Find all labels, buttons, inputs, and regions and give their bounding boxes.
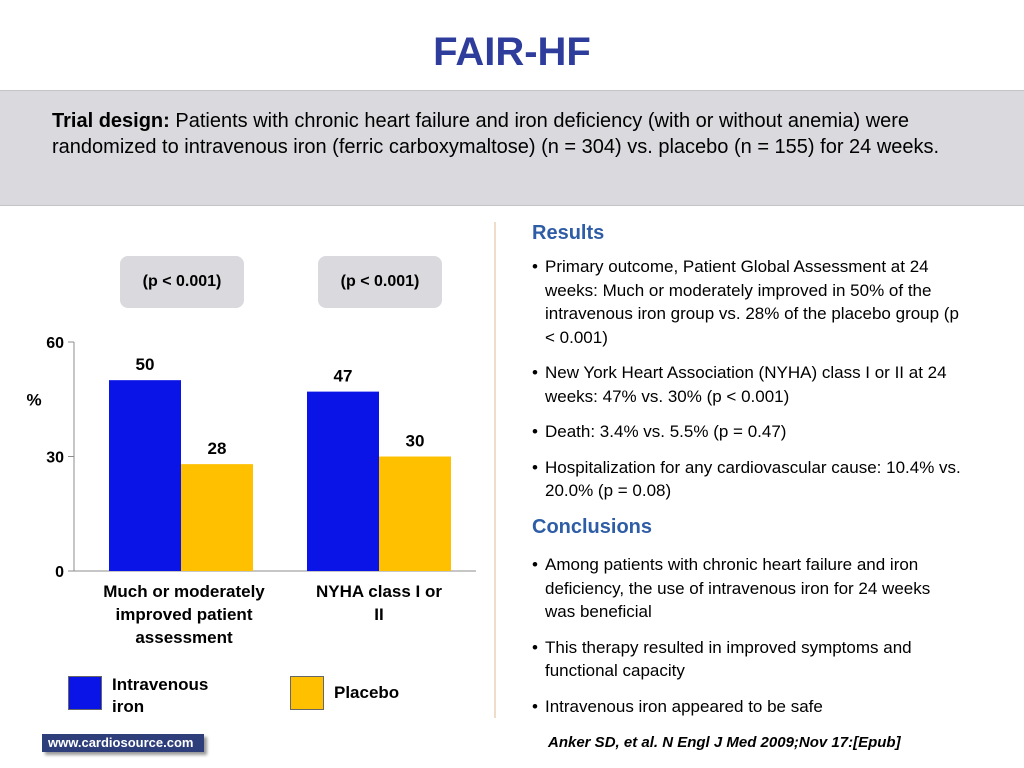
website-banner: www.cardiosource.com xyxy=(42,734,204,752)
bar-value-label: 47 xyxy=(333,366,353,386)
results-item: • Primary outcome, Patient Global Assessment at 24 weeks: Much or moderately improved in 50% of the intravenous iron group vs. 28% of the placebo group (p < 0.001) xyxy=(532,255,962,349)
bar-value-label: 28 xyxy=(207,439,227,459)
y-tick-label: 0 xyxy=(55,564,64,581)
trial-design-text: Patients with chronic heart failure and iron deficiency (with or without anemia) were randomized to intravenous iron (ferric carboxymaltose) (n = 304) vs. placebo (n = 155) for 24 weeks. xyxy=(52,110,940,158)
conclusions-heading: Conclusions xyxy=(532,516,653,538)
trial-design-label: Trial design: xyxy=(52,110,170,132)
conclusions-item: • Intravenous iron appeared to be safe xyxy=(532,695,962,719)
results-list xyxy=(532,255,962,515)
results-item: • New York Heart Association (NYHA) class I or II at 24 weeks: 47% vs. 30% (p < 0.001) xyxy=(532,361,962,408)
results-item: • Hospitalization for any cardiovascular cause: 10.4% vs. 20.0% (p = 0.08) xyxy=(532,456,962,503)
slide-title: FAIR-HF xyxy=(433,30,591,74)
y-axis-label: % xyxy=(26,390,42,410)
conclusions-item: • Among patients with chronic heart failure and iron deficiency, the use of intravenous iron for 24 weeks was beneficial xyxy=(532,553,962,624)
bar-chart xyxy=(0,320,494,588)
conclusions-item: • This therapy resulted in improved symptoms and functional capacity xyxy=(532,636,962,683)
legend-swatch-iv-iron xyxy=(68,676,102,710)
bar-value-label: 50 xyxy=(135,355,155,375)
y-tick-label: 30 xyxy=(46,449,64,467)
bar-placebo xyxy=(181,464,253,571)
bar-placebo xyxy=(379,457,451,572)
p-value-box-1: (p < 0.001) xyxy=(120,256,244,308)
legend-label-placebo: Placebo xyxy=(334,683,400,702)
y-tick-label: 60 xyxy=(46,335,64,352)
category-label-2: NYHA class I or II xyxy=(316,582,442,624)
bar-iv-iron xyxy=(109,380,181,571)
results-item: • Death: 3.4% vs. 5.5% (p = 0.47) xyxy=(532,420,962,444)
bar-iv-iron xyxy=(307,392,379,571)
bar-value-label: 30 xyxy=(405,431,425,451)
p-value-box-2: (p < 0.001) xyxy=(318,256,442,308)
trial-design xyxy=(52,108,982,160)
category-label-1: Much or moderately improved patient assessment xyxy=(103,582,265,647)
column-divider xyxy=(494,222,496,718)
citation: Anker SD, et al. N Engl J Med 2009;Nov 17:[Epub] xyxy=(548,734,901,751)
legend-label-iv-iron: Intravenous iron xyxy=(112,675,209,716)
results-heading: Results xyxy=(532,222,605,244)
conclusions-list xyxy=(532,553,962,730)
legend-swatch-placebo xyxy=(290,676,324,710)
